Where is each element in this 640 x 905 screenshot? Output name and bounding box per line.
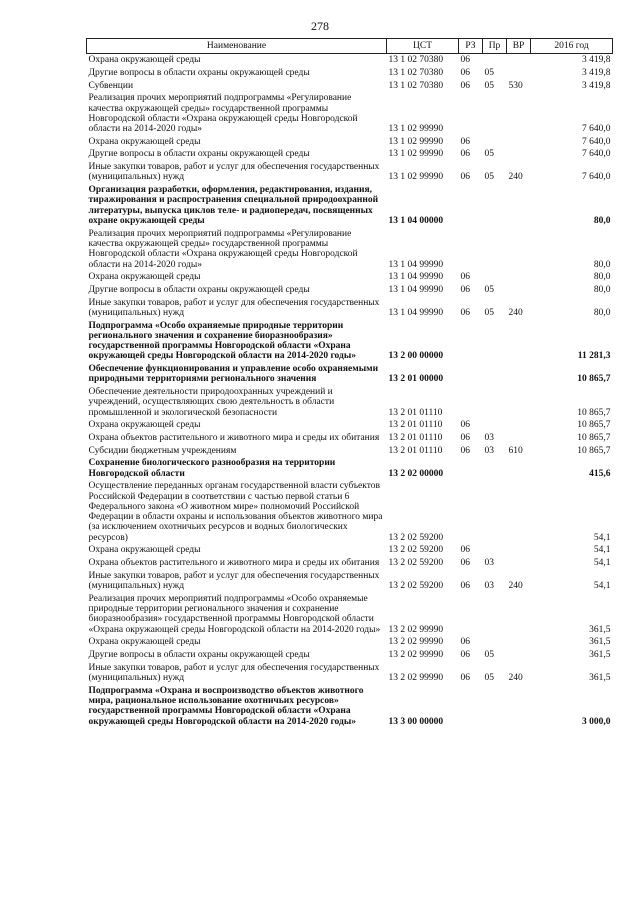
row-name: Обеспечение функционирования и управление особо охраняемыми природными территориями регионального значения — [88, 364, 379, 385]
row-name: Охрана окружающей среды — [88, 545, 201, 556]
row-sum: 80,0 — [593, 272, 611, 283]
row-pr — [483, 92, 507, 136]
row-name: Охрана окружающей среды — [88, 637, 201, 648]
row-sum: 3 419,8 — [582, 67, 611, 78]
table-row — [87, 649, 613, 662]
table-header-row — [87, 39, 613, 54]
row-sum: 361,5 — [589, 624, 611, 635]
row-cst: 13 2 02 59200 — [388, 532, 444, 543]
row-pr — [483, 319, 507, 363]
table-row — [87, 136, 613, 149]
row-cst: 13 1 04 99990 — [388, 259, 444, 270]
row-cst: 13 1 04 99990 — [388, 284, 444, 295]
row-cst: 13 1 02 99990 — [388, 124, 444, 135]
row-sum: 11 281,3 — [577, 351, 611, 362]
table-row — [87, 92, 613, 136]
row-vr — [507, 386, 531, 419]
row-vr — [507, 557, 531, 570]
row-sum: 415,6 — [589, 468, 611, 479]
row-name: Охрана окружающей среды — [88, 272, 201, 283]
row-rz: 06 — [460, 136, 470, 147]
row-cst: 13 1 02 99990 — [388, 136, 444, 147]
row-vr — [507, 92, 531, 136]
row-sum: 80,0 — [593, 284, 611, 295]
row-rz: 06 — [460, 272, 470, 283]
row-name: Иные закупки товаров, работ и услуг для обеспечения государственных (муниципальных) нужд — [88, 662, 380, 683]
row-cst: 13 2 01 00000 — [388, 374, 444, 385]
table-row — [87, 54, 613, 67]
row-cst: 13 2 02 99990 — [388, 672, 444, 683]
row-sum: 80,0 — [593, 307, 611, 318]
row-vr: 530 — [508, 80, 523, 91]
row-cst: 13 2 01 01110 — [388, 445, 443, 456]
table-row — [87, 161, 613, 184]
row-vr — [507, 319, 531, 363]
table-row — [87, 67, 613, 80]
row-pr — [483, 419, 507, 432]
table-row — [87, 184, 613, 228]
header-rz: РЗ — [459, 39, 483, 54]
row-sum: 7 640,0 — [582, 136, 611, 147]
row-vr — [507, 136, 531, 149]
row-rz: 06 — [460, 432, 470, 443]
table-row — [87, 271, 613, 284]
row-pr — [483, 184, 507, 228]
table-row — [87, 544, 613, 557]
row-cst: 13 2 02 00000 — [388, 468, 444, 479]
row-cst: 13 2 01 01110 — [388, 407, 443, 418]
row-cst: 13 2 01 01110 — [388, 432, 443, 443]
row-pr: 05 — [484, 67, 494, 78]
row-cst: 13 1 02 70380 — [388, 80, 444, 91]
row-pr — [483, 684, 507, 728]
row-pr — [483, 271, 507, 284]
row-rz — [459, 457, 483, 480]
row-rz — [459, 593, 483, 637]
row-rz: 06 — [460, 545, 470, 556]
header-year: 2016 год — [531, 39, 613, 54]
row-name: Иные закупки товаров, работ и услуг для обеспечения государственных (муниципальных) нужд — [88, 162, 380, 183]
row-rz — [459, 227, 483, 271]
row-rz — [459, 184, 483, 228]
row-vr — [507, 432, 531, 445]
row-rz: 06 — [460, 558, 470, 569]
row-cst: 13 2 02 99990 — [388, 624, 444, 635]
row-vr — [507, 419, 531, 432]
row-vr — [507, 684, 531, 728]
row-cst: 13 2 00 00000 — [388, 351, 444, 362]
row-name: Другие вопросы в области охраны окружающей среды — [88, 149, 310, 160]
table-row — [87, 227, 613, 271]
row-pr — [483, 54, 507, 67]
row-rz: 06 — [460, 55, 470, 66]
row-pr — [483, 480, 507, 544]
row-name: Иные закупки товаров, работ и услуг для обеспечения государственных (муниципальных) нужд — [88, 570, 380, 592]
row-name: Охрана объектов растительного и животного мира и среды их обитания — [88, 432, 380, 443]
table-row — [87, 557, 613, 570]
row-sum: 80,0 — [593, 215, 611, 226]
row-cst: 13 1 04 99990 — [388, 307, 444, 318]
row-name: Другие вопросы в области охраны окружающей среды — [88, 67, 310, 78]
row-vr — [507, 363, 531, 386]
row-rz: 06 — [460, 420, 470, 431]
row-vr: 610 — [508, 445, 523, 456]
table-row — [87, 296, 613, 319]
table-row — [87, 570, 613, 593]
row-sum: 361,5 — [589, 637, 611, 648]
row-rz — [459, 480, 483, 544]
row-vr — [507, 148, 531, 161]
row-pr — [483, 457, 507, 480]
row-name: Субвенции — [88, 80, 134, 91]
row-pr: 05 — [484, 80, 494, 91]
row-vr — [507, 544, 531, 557]
row-cst: 13 2 02 59200 — [388, 581, 444, 592]
header-cst: ЦСТ — [387, 39, 459, 54]
row-name: Охрана окружающей среды — [88, 420, 201, 431]
table-row — [87, 636, 613, 649]
row-sum: 7 640,0 — [582, 124, 611, 135]
table-row — [87, 593, 613, 637]
row-pr: 05 — [484, 149, 494, 160]
row-sum: 80,0 — [593, 259, 611, 270]
row-rz: 06 — [460, 445, 470, 456]
row-pr: 05 — [484, 650, 494, 660]
row-vr: 240 — [508, 172, 523, 183]
row-name: Обеспечение деятельности природоохранных учреждений и учреждений, осуществляющих свою деятельность в области промышленной и экологической безопасности — [88, 387, 335, 418]
row-sum: 7 640,0 — [582, 149, 611, 160]
row-pr: 03 — [484, 445, 494, 456]
table-row — [87, 661, 613, 684]
row-sum: 3 419,8 — [582, 55, 611, 66]
row-rz — [459, 319, 483, 363]
row-rz: 06 — [460, 80, 470, 91]
row-name: Организация разработки, оформления, редактирования, издания, тиражирования и распространения специальной природоохранной литературы, выпуска циклов теле- и радиопередач, посвященных охране окружающей среды — [88, 185, 379, 226]
row-rz: 06 — [460, 307, 470, 318]
row-rz: 06 — [460, 650, 470, 660]
row-pr: 05 — [484, 672, 494, 683]
row-vr — [507, 593, 531, 637]
row-vr — [507, 649, 531, 662]
row-cst: 13 2 01 01110 — [388, 420, 443, 431]
row-sum: 361,5 — [589, 672, 611, 683]
row-cst: 13 2 02 59200 — [388, 545, 444, 556]
row-rz — [459, 92, 483, 136]
row-vr — [507, 184, 531, 228]
row-name: Осуществление переданных органам государственной власти субъектов Российской Федерации в соответствии с частью первой статьи 6 Федерального закона «О животном мире» полномочий Российской Федерации в области охраны и использования объектов животного мира (за исключением охотничьих ресурсов и водных биологических ресурсов) — [88, 481, 383, 543]
budget-table — [86, 38, 613, 728]
row-pr: 03 — [484, 432, 494, 443]
row-vr — [507, 67, 531, 80]
row-name: Реализация прочих мероприятий подпрограммы «Регулирование качества окружающей среды» государственной программы Новгородской области «Охрана окружающей среды Новгородской области на 2014-2020 годы» — [88, 228, 358, 270]
row-sum: 54,1 — [593, 532, 611, 543]
row-pr — [483, 136, 507, 149]
row-pr: 03 — [484, 558, 494, 569]
row-rz: 06 — [460, 581, 470, 592]
row-pr — [483, 636, 507, 649]
row-sum: 3 000,0 — [582, 716, 611, 727]
table-row — [87, 319, 613, 363]
row-sum: 10 865,7 — [577, 432, 611, 443]
row-sum: 10 865,7 — [577, 407, 611, 418]
row-name: Реализация прочих мероприятий подпрограммы «Особо охраняемые природные территории регионального значения и сохранение биоразнообразия» государственной программы Новгородской области «Охрана окружающей среды Новгородской области на 2014-2020 годы» — [88, 593, 381, 635]
table-row — [87, 457, 613, 480]
row-name: Охрана окружающей среды — [88, 136, 201, 147]
page-number: 278 — [311, 19, 329, 33]
row-cst: 13 1 02 99990 — [388, 172, 444, 183]
table-row — [87, 432, 613, 445]
table-row — [87, 148, 613, 161]
row-rz — [459, 386, 483, 419]
row-vr — [507, 457, 531, 480]
row-vr — [507, 271, 531, 284]
row-vr — [507, 480, 531, 544]
row-rz: 06 — [460, 284, 470, 295]
row-sum: 54,1 — [593, 545, 611, 556]
row-name: Субсидии бюджетным учреждениям — [88, 445, 237, 456]
table-row — [87, 386, 613, 419]
row-name: Другие вопросы в области охраны окружающей среды — [88, 284, 310, 295]
table-row — [87, 284, 613, 297]
row-pr: 03 — [484, 581, 494, 592]
row-cst: 13 2 02 99990 — [388, 650, 444, 660]
row-sum: 3 419,8 — [582, 80, 611, 91]
row-vr — [507, 636, 531, 649]
row-cst: 13 1 04 99990 — [388, 272, 444, 283]
table-row — [87, 419, 613, 432]
table-row — [87, 363, 613, 386]
row-sum: 10 865,7 — [577, 445, 611, 456]
row-pr — [483, 593, 507, 637]
table-row — [87, 684, 613, 728]
row-vr: 240 — [508, 672, 523, 683]
row-name: Иные закупки товаров, работ и услуг для обеспечения государственных (муниципальных) нужд — [88, 297, 380, 318]
row-vr: 240 — [508, 581, 523, 592]
row-vr — [507, 227, 531, 271]
row-pr — [483, 386, 507, 419]
row-pr — [483, 544, 507, 557]
row-sum: 361,5 — [589, 650, 611, 660]
row-cst: 13 1 04 00000 — [388, 215, 444, 226]
row-pr — [483, 363, 507, 386]
row-vr — [507, 284, 531, 297]
row-rz: 06 — [460, 672, 470, 683]
row-sum: 7 640,0 — [582, 172, 611, 183]
row-rz: 06 — [460, 172, 470, 183]
row-cst: 13 3 00 00000 — [388, 716, 444, 727]
row-name: Подпрограмма «Охрана и воспроизводство объектов животного мира, рациональное использование охотничьих ресурсов» государственной программы Новгородской области «Охрана окружающей среды Новгородской области на 2014-2020 годы» — [88, 685, 364, 727]
row-vr — [507, 54, 531, 67]
row-pr: 05 — [484, 284, 494, 295]
table-body — [87, 54, 613, 729]
row-rz: 06 — [460, 149, 470, 160]
row-name: Другие вопросы в области охраны окружающей среды — [88, 650, 310, 660]
row-sum: 10 865,7 — [577, 420, 611, 431]
row-cst: 13 2 02 59200 — [388, 558, 444, 569]
row-sum: 54,1 — [593, 558, 611, 569]
row-rz — [459, 363, 483, 386]
header-pr: Пр — [483, 39, 507, 54]
row-vr: 240 — [508, 307, 523, 318]
row-name: Подпрограмма «Особо охраняемые природные территории регионального значения и сохранение биоразнообразия» государственной программы Новгородской области «Охрана окружающей среды Новгородской области на 2014-2020 годы» — [88, 320, 357, 362]
row-rz: 06 — [460, 67, 470, 78]
row-rz: 06 — [460, 637, 470, 648]
row-name: Охрана окружающей среды — [88, 55, 201, 66]
table-row — [87, 480, 613, 544]
row-pr — [483, 227, 507, 271]
row-sum: 10 865,7 — [577, 374, 611, 385]
header-vr: ВР — [507, 39, 531, 54]
table-row — [87, 79, 613, 92]
row-sum: 54,1 — [593, 581, 611, 592]
row-name: Охрана объектов растительного и животного мира и среды их обитания — [88, 558, 380, 569]
row-cst: 13 1 02 99990 — [388, 149, 444, 160]
row-cst: 13 2 02 99990 — [388, 637, 444, 648]
row-cst: 13 1 02 70380 — [388, 55, 444, 66]
row-pr: 05 — [484, 307, 494, 318]
row-rz — [459, 684, 483, 728]
row-name: Реализация прочих мероприятий подпрограммы «Регулирование качества окружающей среды» государственной программы Новгородской области «Охрана окружающей среды Новгородской области на 2014-2020 годы» — [88, 93, 358, 135]
header-name: Наименование — [87, 39, 387, 54]
row-pr: 05 — [484, 172, 494, 183]
row-name: Сохранение биологического разнообразия на территории Новгородской области — [88, 458, 336, 479]
table-row — [87, 444, 613, 457]
row-cst: 13 1 02 70380 — [388, 67, 444, 78]
